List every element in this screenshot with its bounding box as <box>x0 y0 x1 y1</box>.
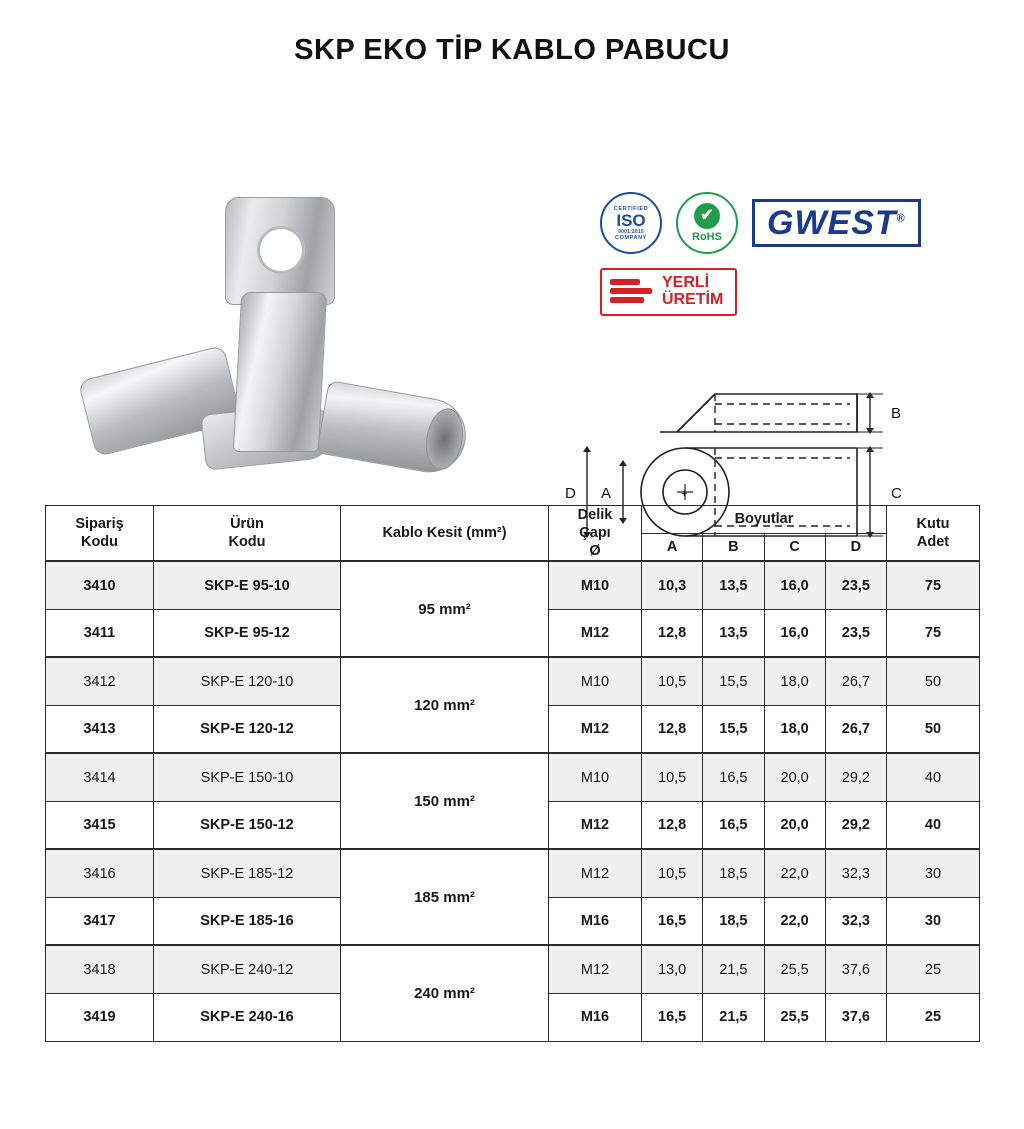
cell-urun-kodu: SKP-E 240-12 <box>154 945 341 993</box>
badge-row <box>600 192 960 254</box>
brand-logo <box>752 199 921 247</box>
top-section <box>0 67 1024 502</box>
table-row <box>46 849 980 897</box>
header-kutu-adet: Kutu Adet <box>887 506 980 562</box>
cell-delik-capi: M12 <box>549 705 642 753</box>
cell-kutu-adet: 25 <box>887 945 980 993</box>
cell-delik-capi: M12 <box>549 609 642 657</box>
cell-dim-b: 18,5 <box>703 897 764 945</box>
lug-main-barrel <box>233 292 327 452</box>
cell-dim-c: 16,0 <box>764 609 825 657</box>
specification-table <box>45 505 980 1042</box>
table-header <box>46 506 980 562</box>
cell-dim-c: 22,0 <box>764 849 825 897</box>
cell-dim-a: 10,5 <box>642 657 703 705</box>
cell-dim-c: 25,5 <box>764 945 825 993</box>
cell-dim-d: 23,5 <box>825 561 886 609</box>
handshake-icon <box>610 276 654 308</box>
cell-kutu-adet: 50 <box>887 657 980 705</box>
cell-urun-kodu: SKP-E 185-16 <box>154 897 341 945</box>
cell-dim-b: 13,5 <box>703 561 764 609</box>
cell-delik-capi: M16 <box>549 897 642 945</box>
cell-siparis-kodu: 3415 <box>46 801 154 849</box>
header-dim-d: D <box>825 533 886 561</box>
cell-urun-kodu: SKP-E 185-12 <box>154 849 341 897</box>
cell-siparis-kodu: 3410 <box>46 561 154 609</box>
page-title: SKP EKO TİP KABLO PABUCU <box>294 34 730 66</box>
cell-dim-a: 16,5 <box>642 897 703 945</box>
cell-siparis-kodu: 3412 <box>46 657 154 705</box>
cell-dim-a: 12,8 <box>642 801 703 849</box>
specification-table-wrapper <box>45 505 980 1042</box>
dim-label-d: D <box>565 485 576 502</box>
cell-kablo-kesit: 240 mm² <box>341 945 549 1041</box>
cell-dim-b: 16,5 <box>703 753 764 801</box>
cell-kablo-kesit: 120 mm² <box>341 657 549 753</box>
cell-kablo-kesit: 95 mm² <box>341 561 549 657</box>
cell-dim-d: 37,6 <box>825 945 886 993</box>
cell-siparis-kodu: 3411 <box>46 609 154 657</box>
cell-dim-a: 10,5 <box>642 753 703 801</box>
header-urun-kodu: Ürün Kodu <box>154 506 341 562</box>
header-boyutlar: Boyutlar <box>642 506 887 534</box>
header-delik-capi: Delik Çapı Ø <box>549 506 642 562</box>
cell-dim-c: 20,0 <box>764 801 825 849</box>
yerli-line1: YERLİ <box>662 274 710 291</box>
lug-bolt-hole <box>257 226 305 274</box>
table-row <box>46 945 980 993</box>
iso-main-text: ISO <box>616 210 646 230</box>
yerli-uretim-badge <box>600 268 737 316</box>
rohs-label: RoHS <box>692 231 722 243</box>
cell-siparis-kodu: 3416 <box>46 849 154 897</box>
dim-label-c: C <box>891 485 902 502</box>
yerli-uretim-label <box>662 275 723 309</box>
table-row <box>46 561 980 609</box>
cell-dim-d: 37,6 <box>825 993 886 1041</box>
cell-kablo-kesit: 185 mm² <box>341 849 549 945</box>
table-header-row <box>46 506 980 534</box>
cell-dim-a: 12,8 <box>642 705 703 753</box>
cell-dim-c: 22,0 <box>764 897 825 945</box>
cell-dim-d: 29,2 <box>825 753 886 801</box>
header-dim-b: B <box>703 533 764 561</box>
cell-siparis-kodu: 3419 <box>46 993 154 1041</box>
product-lug-main <box>225 197 335 447</box>
cell-dim-b: 21,5 <box>703 993 764 1041</box>
table-row <box>46 657 980 705</box>
cell-urun-kodu: SKP-E 95-10 <box>154 561 341 609</box>
cell-kutu-adet: 75 <box>887 609 980 657</box>
dim-label-b: B <box>891 405 902 422</box>
cell-siparis-kodu: 3413 <box>46 705 154 753</box>
table-body <box>46 561 980 1041</box>
product-lug-right <box>313 380 471 494</box>
cell-dim-b: 21,5 <box>703 945 764 993</box>
cell-dim-d: 26,7 <box>825 657 886 705</box>
registered-icon: ® <box>896 212 906 225</box>
cell-delik-capi: M12 <box>549 945 642 993</box>
cell-dim-c: 20,0 <box>764 753 825 801</box>
iso-bottom-text: COMPANY <box>615 234 647 241</box>
lug-right-barrel <box>316 380 472 478</box>
cell-dim-a: 13,0 <box>642 945 703 993</box>
cell-kutu-adet: 50 <box>887 705 980 753</box>
cell-dim-d: 32,3 <box>825 897 886 945</box>
iso-certificate-icon <box>600 192 662 254</box>
product-photo <box>75 177 545 537</box>
cell-delik-capi: M10 <box>549 561 642 609</box>
cell-delik-capi: M16 <box>549 993 642 1041</box>
header-dim-c: C <box>764 533 825 561</box>
cell-urun-kodu: SKP-E 240-16 <box>154 993 341 1041</box>
cell-dim-d: 23,5 <box>825 609 886 657</box>
yerli-line2: ÜRETİM <box>662 290 724 308</box>
cell-urun-kodu: SKP-E 150-10 <box>154 753 341 801</box>
cell-dim-b: 16,5 <box>703 801 764 849</box>
cell-urun-kodu: SKP-E 150-12 <box>154 801 341 849</box>
cell-kutu-adet: 30 <box>887 897 980 945</box>
cell-dim-c: 18,0 <box>764 705 825 753</box>
cell-delik-capi: M10 <box>549 657 642 705</box>
cell-dim-b: 13,5 <box>703 609 764 657</box>
cell-urun-kodu: SKP-E 120-12 <box>154 705 341 753</box>
cell-kutu-adet: 25 <box>887 993 980 1041</box>
cell-siparis-kodu: 3417 <box>46 897 154 945</box>
iso-sub-text: 9001:2015 <box>618 228 644 235</box>
cell-dim-b: 15,5 <box>703 705 764 753</box>
check-icon: ✔ <box>694 203 720 229</box>
rohs-icon <box>676 192 738 254</box>
cell-kutu-adet: 30 <box>887 849 980 897</box>
lug-head-shape <box>225 197 335 305</box>
cell-delik-capi: M12 <box>549 801 642 849</box>
cell-delik-capi: M12 <box>549 849 642 897</box>
cell-delik-capi: M10 <box>549 753 642 801</box>
cell-dim-c: 25,5 <box>764 993 825 1041</box>
cell-dim-a: 10,5 <box>642 849 703 897</box>
cell-dim-d: 32,3 <box>825 849 886 897</box>
lug-right-opening <box>421 405 467 472</box>
cell-kutu-adet: 75 <box>887 561 980 609</box>
cell-dim-a: 16,5 <box>642 993 703 1041</box>
cell-urun-kodu: SKP-E 95-12 <box>154 609 341 657</box>
header-dim-a: A <box>642 533 703 561</box>
table-row <box>46 753 980 801</box>
cell-dim-a: 10,3 <box>642 561 703 609</box>
cell-dim-a: 12,8 <box>642 609 703 657</box>
cell-dim-c: 18,0 <box>764 657 825 705</box>
header-siparis-kodu: Sipariş Kodu <box>46 506 154 562</box>
cell-siparis-kodu: 3414 <box>46 753 154 801</box>
cell-kablo-kesit: 150 mm² <box>341 753 549 849</box>
cell-dim-d: 26,7 <box>825 705 886 753</box>
cell-dim-b: 15,5 <box>703 657 764 705</box>
cell-dim-c: 16,0 <box>764 561 825 609</box>
dim-label-a: A <box>601 485 612 502</box>
cell-kutu-adet: 40 <box>887 801 980 849</box>
brand-name: GWEST <box>767 204 897 242</box>
cell-siparis-kodu: 3418 <box>46 945 154 993</box>
iso-top-text: CERTIFIED <box>613 205 649 212</box>
cell-kutu-adet: 40 <box>887 753 980 801</box>
badges-group <box>600 192 960 342</box>
cell-dim-d: 29,2 <box>825 801 886 849</box>
center-mark: + <box>681 488 688 500</box>
cell-urun-kodu: SKP-E 120-10 <box>154 657 341 705</box>
cell-dim-b: 18,5 <box>703 849 764 897</box>
header-kablo-kesit: Kablo Kesit (mm²) <box>341 506 549 562</box>
